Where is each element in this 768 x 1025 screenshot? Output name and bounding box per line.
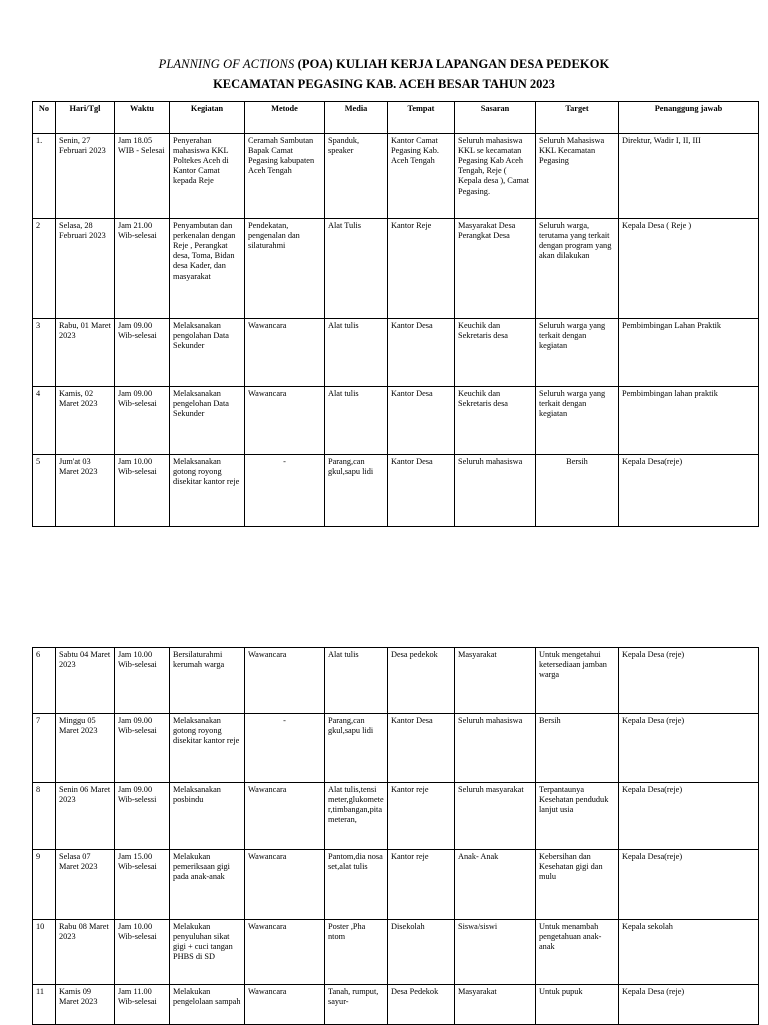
cell-pj: Kepala Desa (reje) — [619, 648, 759, 714]
cell-waktu: Jam 21.00 Wib-selesai — [115, 219, 170, 319]
cell-kegiatan: Melakukan penyuluhan sikat gigi + cuci tangan PHBS di SD — [170, 920, 245, 985]
cell-metode: - — [245, 455, 325, 527]
cell-kegiatan: Melakukan pemeriksaan gigi pada anak-anak — [170, 850, 245, 920]
cell-no: 3 — [33, 319, 56, 387]
cell-no: 2 — [33, 219, 56, 319]
cell-hari: Senin 06 Maret 2023 — [56, 783, 115, 850]
cell-tempat: Kantor reje — [388, 850, 455, 920]
cell-media: Pantom,dia nosa set,alat tulis — [325, 850, 388, 920]
cell-metode: Wawancara — [245, 850, 325, 920]
cell-pj: Kepala Desa ( Reje ) — [619, 219, 759, 319]
cell-target: Seluruh warga yang terkait dengan kegiatan — [536, 387, 619, 455]
column-header: Kegiatan — [170, 102, 245, 134]
cell-tempat: Disekolah — [388, 920, 455, 985]
cell-waktu: Jam 09.00 Wib-selesai — [115, 714, 170, 783]
cell-waktu: Jam 11.00 Wib-selesai — [115, 985, 170, 1025]
column-header: Target — [536, 102, 619, 134]
cell-sasaran: Keuchik dan Sekretaris desa — [455, 319, 536, 387]
poa-table-page1 — [32, 101, 759, 527]
cell-sasaran: Seluruh masyarakat — [455, 783, 536, 850]
column-header: No — [33, 102, 56, 134]
cell-waktu: Jam 09.00 Wib-selessi — [115, 783, 170, 850]
cell-waktu: Jam 09.00 Wib-selesai — [115, 387, 170, 455]
cell-hari: Kamis 09 Maret 2023 — [56, 985, 115, 1025]
cell-tempat: Kantor Desa — [388, 455, 455, 527]
cell-no: 1. — [33, 134, 56, 219]
cell-sasaran: Masyarakat — [455, 648, 536, 714]
cell-sasaran: Masyarakat Desa Perangkat Desa — [455, 219, 536, 319]
cell-no: 10 — [33, 920, 56, 985]
cell-kegiatan: Melaksanakan pengolahan Data Sekunder — [170, 319, 245, 387]
column-header: Metode — [245, 102, 325, 134]
cell-hari: Jum'at 03 Maret 2023 — [56, 455, 115, 527]
cell-waktu: Jam 09.00 Wib-selesai — [115, 319, 170, 387]
cell-no: 9 — [33, 850, 56, 920]
cell-metode: Ceramah Sambutan Bapak Camat Pegasing kabupaten Aceh Tengah — [245, 134, 325, 219]
cell-target: Seluruh warga, terutama yang terkait dengan program yang akan dilakukan — [536, 219, 619, 319]
cell-target: Untuk mengetahui ketersediaan jamban warga — [536, 648, 619, 714]
cell-metode: Pendekatan, pengenalan dan silaturahmi — [245, 219, 325, 319]
cell-media: Alat tulis — [325, 319, 388, 387]
cell-media: Parang,can gkul,sapu lidi — [325, 455, 388, 527]
cell-pj: Pembimbingan lahan praktik — [619, 387, 759, 455]
cell-tempat: Kantor Desa — [388, 319, 455, 387]
cell-pj: Kepala sekolah — [619, 920, 759, 985]
cell-media: Parang,can gkul,sapu lidi — [325, 714, 388, 783]
cell-hari: Rabu, 01 Maret 2023 — [56, 319, 115, 387]
cell-sasaran: Siswa/siswi — [455, 920, 536, 985]
title-italic: PLANNING OF ACTIONS — [158, 57, 295, 71]
cell-waktu: Jam 10.00 Wib-selesai — [115, 455, 170, 527]
cell-sasaran: Seluruh mahasiswa KKL se kecamatan Pegasing Kab Aceh Tengah, Reje ( Kepala desa ), Camat Pegasing. — [455, 134, 536, 219]
cell-metode: - — [245, 714, 325, 783]
document-title-line2: KECAMATAN PEGASING KAB. ACEH BESAR TAHUN 2023 — [213, 77, 555, 91]
table-row — [33, 783, 759, 850]
cell-no: 4 — [33, 387, 56, 455]
cell-waktu: Jam 15.00 Wib-selesai — [115, 850, 170, 920]
title-rest: (POA) KULIAH KERJA LAPANGAN DESA PEDEKOK — [294, 57, 610, 71]
cell-tempat: Kantor Desa — [388, 387, 455, 455]
table-row — [33, 920, 759, 985]
cell-sasaran: Keuchik dan Sekretaris desa — [455, 387, 536, 455]
cell-hari: Selasa 07 Maret 2023 — [56, 850, 115, 920]
cell-tempat: Kantor reje — [388, 783, 455, 850]
column-header: Media — [325, 102, 388, 134]
cell-hari: Sabtu 04 Maret 2023 — [56, 648, 115, 714]
cell-metode: Wawancara — [245, 985, 325, 1025]
cell-waktu: Jam 18.05 WIB - Selesai — [115, 134, 170, 219]
cell-waktu: Jam 10.00 Wib-selesai — [115, 920, 170, 985]
table-row — [33, 850, 759, 920]
cell-target: Untuk pupuk — [536, 985, 619, 1025]
table-body-page2 — [33, 648, 759, 1025]
cell-pj: Kepala Desa (reje) — [619, 985, 759, 1025]
cell-metode: Wawancara — [245, 387, 325, 455]
cell-metode: Wawancara — [245, 920, 325, 985]
cell-tempat: Kantor Camat Pegasing Kab. Aceh Tengah — [388, 134, 455, 219]
cell-hari: Senin, 27 Februari 2023 — [56, 134, 115, 219]
cell-kegiatan: Melaksanakan gotong royong disekitar kantor reje — [170, 455, 245, 527]
cell-waktu: Jam 10.00 Wib-selesai — [115, 648, 170, 714]
cell-no: 8 — [33, 783, 56, 850]
document-title-line1 — [0, 57, 768, 72]
cell-pj: Kepala Desa(reje) — [619, 455, 759, 527]
column-header: Waktu — [115, 102, 170, 134]
column-header: Penanggung jawab — [619, 102, 759, 134]
cell-media: Alat Tulis — [325, 219, 388, 319]
cell-target: Bersih — [536, 455, 619, 527]
table-header-row — [33, 102, 759, 134]
table-row — [33, 714, 759, 783]
cell-sasaran: Masyarakat — [455, 985, 536, 1025]
column-header: Sasaran — [455, 102, 536, 134]
cell-target: Kebersihan dan Kesehatan gigi dan mulu — [536, 850, 619, 920]
cell-pj: Kepala Desa(reje) — [619, 850, 759, 920]
table-body-page1 — [33, 134, 759, 527]
cell-sasaran: Seluruh mahasiswa — [455, 714, 536, 783]
cell-hari: Minggu 05 Maret 2023 — [56, 714, 115, 783]
cell-metode: Wawancara — [245, 648, 325, 714]
cell-sasaran: Seluruh mahasiswa — [455, 455, 536, 527]
cell-tempat: Kantor Reje — [388, 219, 455, 319]
table-row — [33, 319, 759, 387]
cell-target: Terpantaunya Kesehatan penduduk lanjut usia — [536, 783, 619, 850]
cell-media: Poster ,Pha ntom — [325, 920, 388, 985]
cell-tempat: Desa Pedekok — [388, 985, 455, 1025]
cell-media: Alat tulis,tensi meter,glukometer,timbangan,pita meteran, — [325, 783, 388, 850]
cell-media: Spanduk, speaker — [325, 134, 388, 219]
column-header: Hari/Tgl — [56, 102, 115, 134]
cell-target: Seluruh warga yang terkait dengan kegiatan — [536, 319, 619, 387]
cell-kegiatan: Penyerahan mahasiswa KKL Poltekes Aceh di Kantor Camat kepada Reje — [170, 134, 245, 219]
cell-kegiatan: Bersilaturahmi kerumah warga — [170, 648, 245, 714]
cell-hari: Kamis, 02 Maret 2023 — [56, 387, 115, 455]
cell-sasaran: Anak- Anak — [455, 850, 536, 920]
cell-hari: Selasa, 28 Februari 2023 — [56, 219, 115, 319]
cell-tempat: Desa pedekok — [388, 648, 455, 714]
cell-no: 11 — [33, 985, 56, 1025]
cell-pj: Direktur, Wadir I, II, III — [619, 134, 759, 219]
table-row — [33, 455, 759, 527]
cell-metode: Wawancara — [245, 783, 325, 850]
table-row — [33, 985, 759, 1025]
cell-target: Seluruh Mahasiswa KKL Kecamatan Pegasing — [536, 134, 619, 219]
cell-media: Alat tulis — [325, 648, 388, 714]
cell-pj: Kepala Desa (reje) — [619, 714, 759, 783]
table-row — [33, 648, 759, 714]
cell-media: Alat tulis — [325, 387, 388, 455]
cell-no: 5 — [33, 455, 56, 527]
cell-no: 6 — [33, 648, 56, 714]
column-header: Tempat — [388, 102, 455, 134]
cell-tempat: Kantor Desa — [388, 714, 455, 783]
cell-pj: Pembimbingan Lahan Praktik — [619, 319, 759, 387]
cell-hari: Rabu 08 Maret 2023 — [56, 920, 115, 985]
cell-pj: Kepala Desa(reje) — [619, 783, 759, 850]
cell-kegiatan: Melaksanakan pengelohan Data Sekunder — [170, 387, 245, 455]
cell-no: 7 — [33, 714, 56, 783]
cell-media: Tanah, rumput, sayur- — [325, 985, 388, 1025]
cell-target: Untuk menambah pengetahuan anak-anak — [536, 920, 619, 985]
cell-kegiatan: Melakukan pengelolaan sampah — [170, 985, 245, 1025]
cell-kegiatan: Melaksanakan posbindu — [170, 783, 245, 850]
cell-kegiatan: Melaksanakan gotong royong disekitar kantor reje — [170, 714, 245, 783]
cell-kegiatan: Penyambutan dan perkenalan dengan Reje , Perangkat desa, Toma, Bidan desa Kader, dan masyarakat — [170, 219, 245, 319]
table-row — [33, 134, 759, 219]
table-row — [33, 387, 759, 455]
cell-metode: Wawancara — [245, 319, 325, 387]
poa-table-page2 — [32, 647, 759, 1025]
cell-target: Bersih — [536, 714, 619, 783]
table-row — [33, 219, 759, 319]
